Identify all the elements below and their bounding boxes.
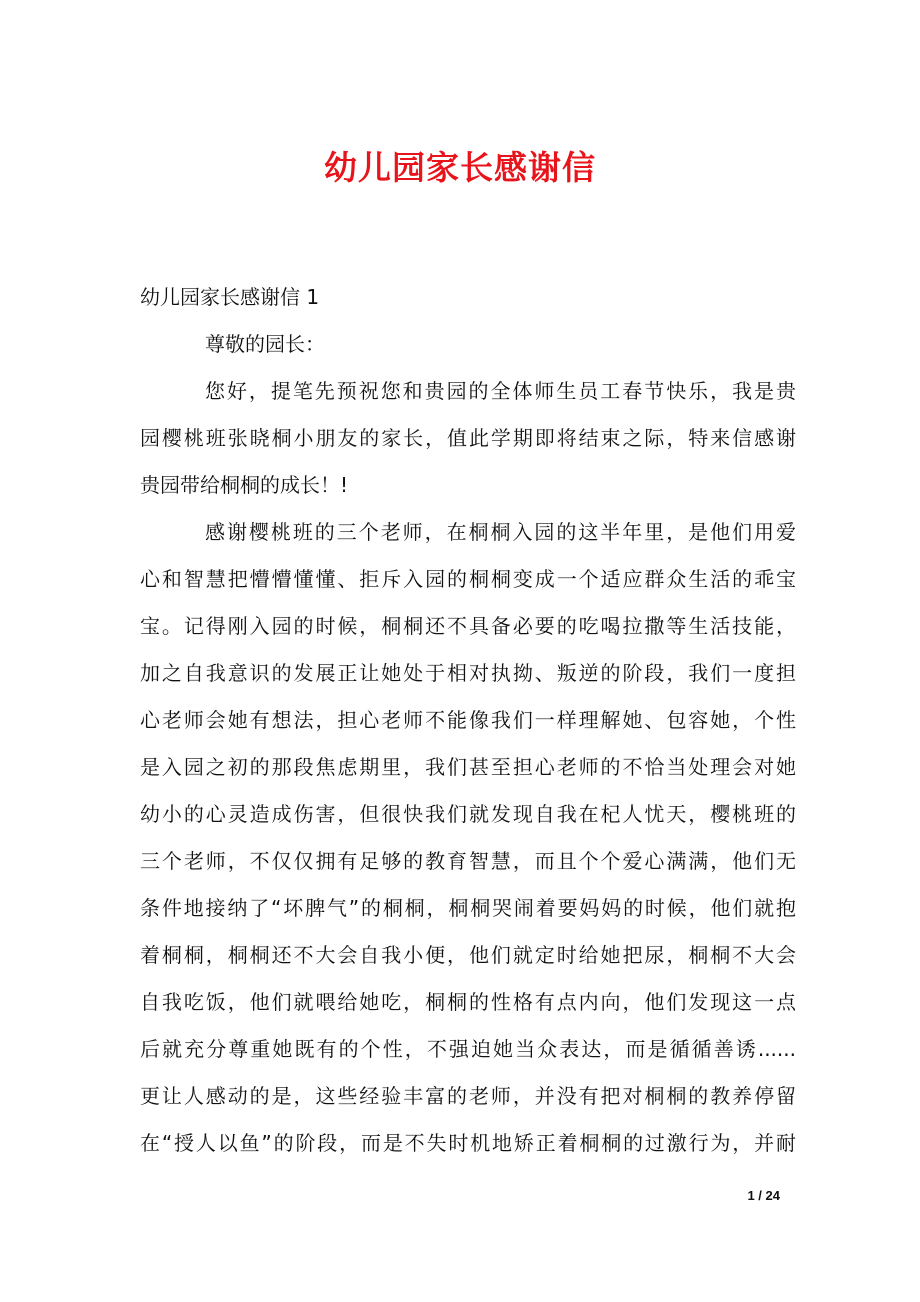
text-line: 心和智慧把懵懵懂懂、拒斥入园的桐桐变成一个适应群众生活的乖宝	[140, 567, 796, 591]
text-line: 加之自我意识的发展正让她处于相对执拗、叛逆的阶段，我们一度担	[140, 661, 796, 685]
text-line: 宝。记得刚入园的时候，桐桐还不具备必要的吃喝拉撒等生活技能，	[140, 614, 796, 638]
text-line: 感谢樱桃班的三个老师，在桐桐入园的这半年里，是他们用爱	[205, 520, 796, 544]
text-line: 自我吃饭，他们就喂给她吃，桐桐的性格有点内向，他们发现这一点	[140, 990, 796, 1014]
page-indicator: 1 / 24	[747, 1188, 780, 1203]
text-line: 是入园之初的那段焦虑期里，我们甚至担心老师的不恰当处理会对她	[140, 755, 796, 779]
section-heading: 幼儿园家长感谢信 1	[140, 285, 320, 309]
text-line: 条件地接纳了“坏脾气”的桐桐，桐桐哭闹着要妈妈的时候，他们就抱	[140, 896, 796, 920]
text-line: 园樱桃班张晓桐小朋友的家长，值此学期即将结束之际，特来信感谢	[140, 426, 796, 450]
text-line: 幼小的心灵造成伤害，但很快我们就发现自我在杞人忧天，樱桃班的	[140, 802, 796, 826]
salutation: 尊敬的园长：	[205, 332, 325, 356]
text-line: 着桐桐，桐桐还不大会自我小便，他们就定时给她把尿，桐桐不大会	[140, 943, 796, 967]
text-line: 在“授人以鱼”的阶段，而是不失时机地矫正着桐桐的过激行为，并耐	[140, 1131, 796, 1155]
document-title: 幼儿园家长感谢信	[324, 148, 596, 187]
document-body	[140, 274, 796, 1167]
text-line: 心老师会她有想法，担心老师不能像我们一样理解她、包容她，个性	[140, 708, 796, 732]
text-line: 三个老师，不仅仅拥有足够的教育智慧，而且个个爱心满满，他们无	[140, 849, 796, 873]
text-line: 贵园带给桐桐的成长！!	[140, 473, 349, 497]
text-line: 更让人感动的是，这些经验丰富的老师，并没有把对桐桐的教养停留	[140, 1084, 796, 1108]
text-line: 后就充分尊重她既有的个性，不强迫她当众表达，而是循循善诱......	[140, 1037, 796, 1061]
text-line: 您好，提笔先预祝您和贵园的全体师生员工春节快乐，我是贵	[205, 379, 796, 403]
